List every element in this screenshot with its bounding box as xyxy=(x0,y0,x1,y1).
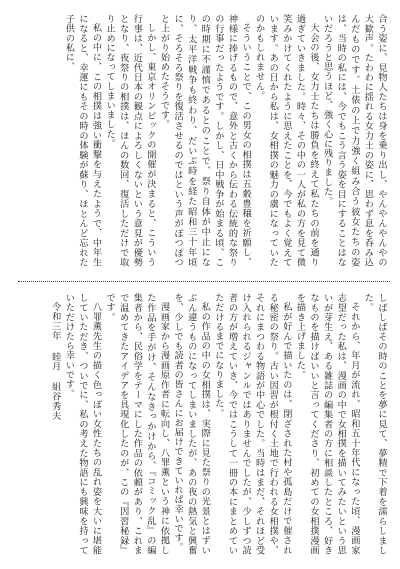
lower-paragraph-4: 私の作品の中の女相撲は、実際に見た祭りの光景とはずいぶん違うものになってしまいましたが、あの夜の熱気と興奮を、少しでも読者の皆さんにお届けできていれば幸いです。 xyxy=(172,293,211,555)
lower-paragraph-1: しばしばその時のことを夢に見て、夢精で下着を濡らしました。 xyxy=(362,293,387,555)
upper-paragraph-3: そういうことで、この男女の相撲は五穀豊穣を祈願し、神様に捧げるもので、意外と古くから伝わる伝統的な祭りの行事だったようです。しかし、日中戦争が始まる頃、この時期に不謹慎であるとのことで、祭り自体が中止になり、太平洋戦争も終わり、だいぶ時を経た昭和三十年頃に、そろそろ祭りを復活させるのではという声がぽつぽつと上がり始めたそうです。 xyxy=(158,14,252,267)
signature-date: 令和三年 睦月 xyxy=(49,302,61,372)
upper-paragraph-2: 大会の後、女力士たちは勝負を終えて私たちの前を通り過ぎていきました。時々、その中の一人が私の方を見て微笑みかけてくれたように思えたことを、今でもよく覚えています。あの日から私は、女相撲の魅力の虜になっていたのかもしれません。 xyxy=(253,14,320,267)
upper-paragraph-4: しかし、東京オリンピックの開催が決まると、こういう行事は、近代日本の観点によろしくないという意見が優勢となり、夜祭りの相撲は、ほんの数回、復活しただけで取り止めになってしまいました。 xyxy=(104,14,156,267)
upper-paragraph-1: 合う姿に、見物人たちは身を乗り出し、やんやんやんやの大歓声。たわわに揺れる女力士の姿に、思わず息を呑み込んだものです。土俵の上で力強く組み合う彼女たちの姿は、当時の私には、今でもこう言う姿を目にすることはないだろうと思うほど、強く心に残りました。 xyxy=(321,14,387,267)
lower-paragraph-2: それから、年月が流れ、昭和五十年代になった頃、漫画家志望だった私は、漫画の中で女相撲を描いてみたいという思いが芽生え、ある雑誌の編集者の方に相談したところ、好きなものを描けばいいと言ってくださり、初めての女相撲漫画を描き上げました。 xyxy=(294,293,360,555)
lower-paragraph-3: 私が好んで描いたのは、閉ざされた村や孤島だけで催される秘密の祭り。古い因習が根付く土地で行われる女相撲や、それにまつわる物語が中心でした。当時はまだ、それほど受け入れられるジャンルではありませんでしたが、少しずつ読者の方が増えていき、今ではこうして一冊の本にまとめていただけるまでになりました。 xyxy=(212,293,292,555)
lower-paragraph-5: 漫画家から漫画原作者に転向し、八罪薫という神に依拠した作品を手がけ、そんなきっかけから、『コミック乱』の編集者から、民俗学をテーマにした作品の依頼があり、これまで温めてきたアイデアを具現化したのが、この『因習秘録』です。 xyxy=(104,293,170,555)
upper-paragraph-5: 私の中に、この相撲は強い衝撃を与えたようで、中年生になると、幸運にもその時の体験が蘇り、ほとんど忘れた子供の私に、 xyxy=(63,14,102,267)
upper-text-column xyxy=(16,14,388,267)
lower-paragraph-6: 八罪薫先生の描く色っぽい女性たちの乱れ姿を大いに堪能していただき、ついでに、私の考えた物語にも興味を持っていただけたら幸いです。 xyxy=(63,293,102,555)
section-divider xyxy=(18,281,390,282)
lower-text-column xyxy=(16,293,388,555)
signature-line xyxy=(48,293,62,555)
signature-author: 組谷秀夫 xyxy=(49,382,61,421)
